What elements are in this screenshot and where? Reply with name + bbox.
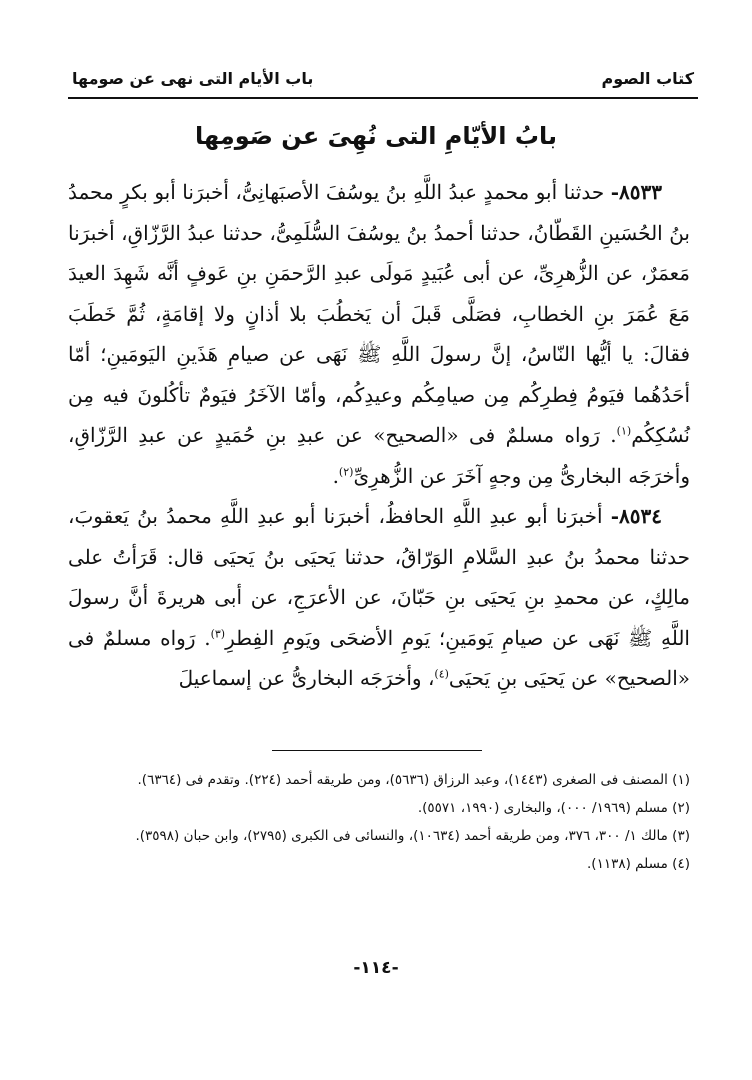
hadith-paragraph <box>68 172 690 496</box>
footnote-item: (٣) مالك ١/ ٣٠٠، ٣٧٦، ومن طريقه أحمد (١٠٦٣٤)، والنسائى فى الكبرى (٢٧٩٥)، وابن حبان (٣٥٩٨). <box>135 828 690 844</box>
hadith-number: ٨٥٣٤- <box>610 504 662 528</box>
footnote-item: (٤) مسلم (١١٣٨). <box>587 856 690 872</box>
hadith-text: حدثنا أبو محمدٍ عبدُ اللَّهِ بنُ يوسُفَ الأصبَهانِىُّ، أخبرَنا أبو بكرٍ محمدُ بنُ الحُسَينِ القَطّانُ، حدثنا أحمدُ بنُ يوسُفَ السُّلَمِىُّ، حدثنا عبدُ الرَّزّاقِ، أخبرَنا مَعمَرٌ، عن الزُّهرِىِّ، عن أبى عُبَيدٍ مَولَى عبدِ الرَّحمَنِ بنِ عَوفٍ أنَّه شَهِدَ العيدَ مَعَ عُمَرَ بنِ الخطابِ، فصَلَّى قَبلَ أن يَخطُبَ بلا أذانٍ ولا إقامَةٍ، ثُمَّ خَطَبَ فقالَ: يا أيُّها النّاسُ، إنَّ رسولَ اللَّهِ ﷺ نَهَى عن صيامِ هَذَينِ اليَومَينِ؛ أمّا أحَدُهُما فيَومُ فِطرِكُم مِن صيامِكُم وعيدِكُم، وأمّا الآخَرُ فيَومٌ تأكُلونَ فيه مِن نُسُكِكُم <box>68 180 690 447</box>
footnote-divider <box>272 750 482 751</box>
hadith-text: . رَواه مسلمٌ فى «الصحيح» عن عبدِ بنِ حُمَيدٍ عن عبدِ الرَّزّاقِ، وأخرَجَه البخارىُّ مِن وجهٍ آخَرَ عن الزُّهرِىِّ <box>68 423 690 488</box>
hadith-text: ، وأخرَجَه البخارىُّ عن إسماعيلَ <box>178 666 435 690</box>
footnote-ref: (١) <box>616 424 632 438</box>
running-header <box>72 62 694 94</box>
header-chapter-title: باب الأيام التى نهى عن صومها <box>72 68 314 88</box>
header-divider <box>68 97 698 99</box>
footnote-item: (٢) مسلم (١٩٦٩/ ٠٠٠)، والبخارى (١٩٩٠، ٥٥٧١). <box>417 800 690 816</box>
header-book-title: كتاب الصوم <box>601 68 694 88</box>
footnote-ref: (٣) <box>210 626 226 640</box>
footnote-ref: (٤) <box>434 667 449 681</box>
hadith-number: ٨٥٣٣- <box>610 180 662 204</box>
footnote-ref: (٢) <box>338 464 354 478</box>
page-number: -١١٤- <box>353 958 399 978</box>
hadith-text: . رَواه مسلمٌ فى «الصحيح» عن يَحيَى بنِ يَحيَى <box>68 625 690 690</box>
hadith-text: أخبرَنا أبو عبدِ اللَّهِ الحافظُ، أخبرَنا أبو عبدِ اللَّهِ محمدُ بنُ يَعقوبَ، حدثنا محمدُ بنُ عبدِ السَّلامِ الوَرّاقُ، حدثنا يَحيَى بنُ يَحيَى قال: قَرَأتُ على مالِكٍ، عن محمدِ بنِ يَحيَى بنِ حَبّانَ، عن الأعرَجِ، عن أبى هريرةَ أنَّ رسولَ اللَّهِ ﷺ نَهَى عن صيامِ يَومَينِ؛ يَومِ الأضحَى ويَومِ الفِطرِ <box>68 504 690 650</box>
hadith-paragraph <box>68 496 690 699</box>
chapter-title: بابُ الأيّامِ التى نُهِىَ عن صَومِها <box>194 122 558 150</box>
main-text <box>68 172 690 699</box>
footnotes <box>68 766 690 878</box>
footnote-item: (١) المصنف فى الصغرى (١٤٤٣)، وعبد الرزاق (٥٦٣٦)، ومن طريقه أحمد (٢٢٤). وتقدم فى (٦٣٦٤). <box>137 772 690 788</box>
hadith-text: . <box>332 463 339 488</box>
